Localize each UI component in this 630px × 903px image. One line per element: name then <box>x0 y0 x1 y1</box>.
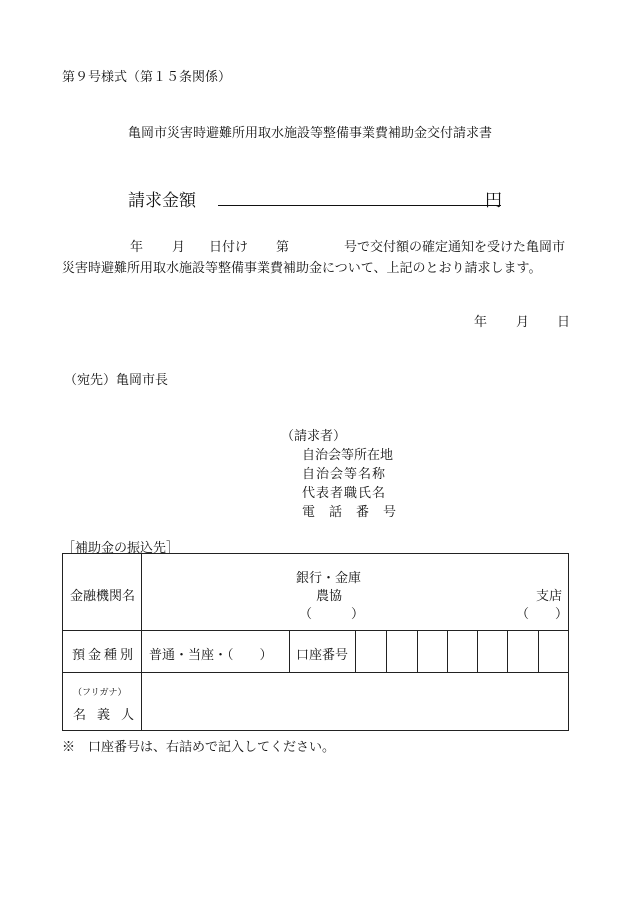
account-number-label: 口座番号 <box>296 648 349 663</box>
date-day-label: 日 <box>557 315 571 330</box>
transfer-heading: ［補助金の振込先］ <box>62 541 180 556</box>
branch-paren: （ ） <box>516 607 569 622</box>
body-dai-label: 第 <box>276 240 290 255</box>
requester-phone-label: 電話番号 <box>302 505 411 520</box>
digit-box-divider <box>417 630 418 672</box>
date-year-label: 年 <box>474 315 488 330</box>
date-month-label: 月 <box>516 315 530 330</box>
digit-box-divider <box>538 630 539 672</box>
deposit-options[interactable]: 普通・当座・（ ） <box>149 648 273 663</box>
body-year-label: 年 <box>130 240 144 255</box>
requester-address-label: 自治会等所在地 <box>302 448 394 463</box>
digit-box-divider <box>507 630 508 672</box>
requester-representative-label: 代表者職氏名 <box>302 486 387 501</box>
amount-label: 請求金額 <box>128 191 196 211</box>
institution-label: 金融機関名 <box>70 589 136 604</box>
branch-label: 支店 <box>536 589 563 604</box>
body-text-line2: 災害時避難所用取水施設等整備事業費補助金について、上記のとおり請求します。 <box>62 261 542 276</box>
body-month-label: 月 <box>172 240 186 255</box>
form-number: 第９号様式（第１５条関係） <box>62 70 232 85</box>
account-label-divider <box>355 630 356 672</box>
digit-box-divider <box>477 630 478 672</box>
deposit-type-label: 預金種別 <box>72 648 137 663</box>
requester-heading: （請求者） <box>281 429 347 444</box>
row-divider <box>63 672 568 673</box>
bank-options: 銀行・金庫 <box>296 571 362 586</box>
bank-transfer-table <box>62 553 569 731</box>
addressee: （宛先）亀岡市長 <box>64 373 169 388</box>
nokyo-label: 農協 <box>316 589 343 604</box>
digit-box-divider <box>447 630 448 672</box>
holder-label: 名義人 <box>73 708 146 723</box>
account-number-note: ※ 口座番号は、右詰めで記入してください。 <box>62 740 336 755</box>
body-day-label: 日付け <box>209 240 249 255</box>
institution-paren: （ ） <box>299 607 365 622</box>
furigana-label: （フリガナ） <box>73 688 127 698</box>
row-divider <box>63 630 568 631</box>
body-text-line1: 号で交付額の確定通知を受けた亀岡市 <box>344 240 566 255</box>
document-title: 亀岡市災害時避難所用取水施設等整備事業費補助金交付請求書 <box>128 126 493 141</box>
deposit-divider <box>289 630 290 672</box>
requester-name-label: 自治会等名称 <box>302 467 387 482</box>
amount-unit: 円 <box>485 191 502 211</box>
amount-input-line[interactable] <box>218 205 501 206</box>
digit-box-divider <box>386 630 387 672</box>
